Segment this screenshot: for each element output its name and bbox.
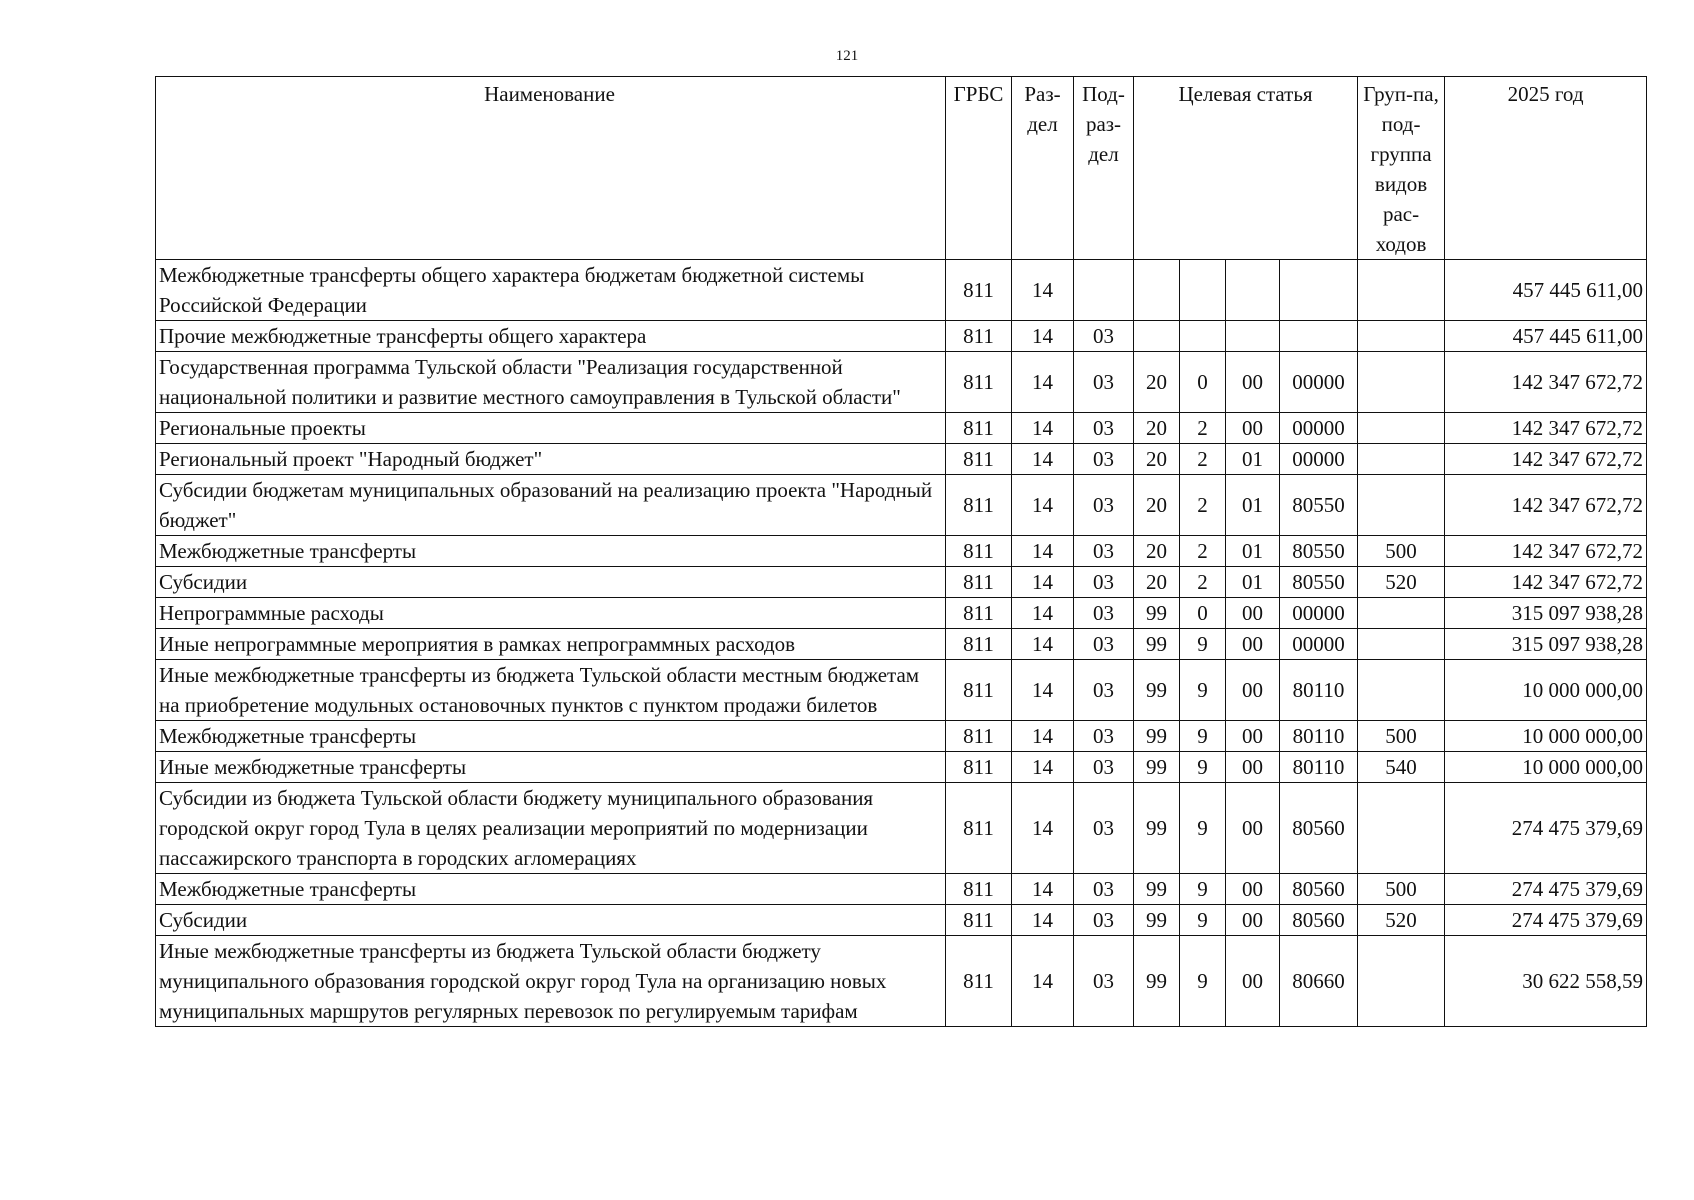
cell-razdel: 14 xyxy=(1012,260,1074,321)
cell-name: Непрограммные расходы xyxy=(156,598,946,629)
cell-amount: 142 347 672,72 xyxy=(1445,444,1647,475)
cell-target-event: 01 xyxy=(1226,475,1280,536)
cell-podrazdel: 03 xyxy=(1074,874,1134,905)
cell-target-event xyxy=(1226,260,1280,321)
cell-razdel: 14 xyxy=(1012,905,1074,936)
cell-target-event: 00 xyxy=(1226,874,1280,905)
cell-grbs: 811 xyxy=(946,905,1012,936)
cell-target-program xyxy=(1134,260,1180,321)
table-row xyxy=(156,475,1647,536)
cell-grbs: 811 xyxy=(946,444,1012,475)
cell-grbs: 811 xyxy=(946,752,1012,783)
cell-expense-group: 520 xyxy=(1358,567,1445,598)
header-group: Груп-па, под-группа видов рас-ходов xyxy=(1358,77,1445,260)
cell-razdel: 14 xyxy=(1012,598,1074,629)
cell-razdel: 14 xyxy=(1012,752,1074,783)
cell-name: Межбюджетные трансферты общего характера бюджетам бюджетной системы Российской Федерации xyxy=(156,260,946,321)
cell-name: Иные межбюджетные трансферты из бюджета Тульской области бюджету муниципального образования городской округ город Тула на организацию новых муниципальных маршрутов регулярных перевозок по регулируемым тарифам xyxy=(156,936,946,1027)
cell-amount: 274 475 379,69 xyxy=(1445,783,1647,874)
cell-name: Межбюджетные трансферты xyxy=(156,721,946,752)
cell-target-program: 99 xyxy=(1134,905,1180,936)
cell-expense-group xyxy=(1358,260,1445,321)
cell-expense-group xyxy=(1358,660,1445,721)
header-year: 2025 год xyxy=(1445,77,1647,260)
cell-target-direction: 00000 xyxy=(1280,598,1358,629)
cell-razdel: 14 xyxy=(1012,444,1074,475)
cell-target-subprogram: 2 xyxy=(1180,444,1226,475)
table-row xyxy=(156,721,1647,752)
cell-target-direction: 80550 xyxy=(1280,567,1358,598)
cell-target-subprogram: 2 xyxy=(1180,413,1226,444)
cell-target-direction: 80660 xyxy=(1280,936,1358,1027)
cell-target-direction: 80560 xyxy=(1280,783,1358,874)
cell-razdel: 14 xyxy=(1012,660,1074,721)
cell-name: Иные межбюджетные трансферты xyxy=(156,752,946,783)
cell-target-subprogram: 9 xyxy=(1180,936,1226,1027)
cell-name: Субсидии бюджетам муниципальных образований на реализацию проекта "Народный бюджет" xyxy=(156,475,946,536)
cell-target-subprogram: 9 xyxy=(1180,629,1226,660)
cell-target-event: 00 xyxy=(1226,413,1280,444)
cell-razdel: 14 xyxy=(1012,413,1074,444)
cell-target-program xyxy=(1134,321,1180,352)
cell-target-event: 00 xyxy=(1226,598,1280,629)
cell-amount: 315 097 938,28 xyxy=(1445,598,1647,629)
cell-expense-group: 500 xyxy=(1358,874,1445,905)
table-row xyxy=(156,321,1647,352)
cell-target-subprogram: 9 xyxy=(1180,874,1226,905)
cell-razdel: 14 xyxy=(1012,352,1074,413)
cell-amount: 10 000 000,00 xyxy=(1445,721,1647,752)
cell-name: Государственная программа Тульской области "Реализация государственной национальной политики и развитие местного самоуправления в Тульской области" xyxy=(156,352,946,413)
cell-target-program: 20 xyxy=(1134,352,1180,413)
table-row xyxy=(156,413,1647,444)
cell-target-event: 01 xyxy=(1226,536,1280,567)
cell-grbs: 811 xyxy=(946,629,1012,660)
cell-target-direction: 00000 xyxy=(1280,413,1358,444)
cell-name: Межбюджетные трансферты xyxy=(156,536,946,567)
cell-target-event: 00 xyxy=(1226,752,1280,783)
cell-target-program: 99 xyxy=(1134,783,1180,874)
cell-podrazdel: 03 xyxy=(1074,321,1134,352)
cell-expense-group: 520 xyxy=(1358,905,1445,936)
cell-amount: 142 347 672,72 xyxy=(1445,567,1647,598)
table-row xyxy=(156,444,1647,475)
table-row xyxy=(156,629,1647,660)
cell-target-subprogram: 9 xyxy=(1180,660,1226,721)
cell-target-direction: 00000 xyxy=(1280,352,1358,413)
cell-amount: 10 000 000,00 xyxy=(1445,660,1647,721)
cell-grbs: 811 xyxy=(946,413,1012,444)
cell-target-direction: 80110 xyxy=(1280,752,1358,783)
cell-expense-group xyxy=(1358,444,1445,475)
cell-expense-group: 540 xyxy=(1358,752,1445,783)
cell-podrazdel: 03 xyxy=(1074,660,1134,721)
cell-target-direction: 00000 xyxy=(1280,444,1358,475)
cell-target-subprogram: 2 xyxy=(1180,475,1226,536)
table-row xyxy=(156,598,1647,629)
header-name: Наименование xyxy=(156,77,946,260)
cell-name: Иные непрограммные мероприятия в рамках непрограммных расходов xyxy=(156,629,946,660)
cell-name: Региональные проекты xyxy=(156,413,946,444)
cell-target-subprogram xyxy=(1180,321,1226,352)
cell-target-subprogram: 2 xyxy=(1180,567,1226,598)
cell-name: Субсидии из бюджета Тульской области бюджету муниципального образования городской округ город Тула в целях реализации мероприятий по модернизации пассажирского транспорта в городских агломерациях xyxy=(156,783,946,874)
cell-target-subprogram: 0 xyxy=(1180,598,1226,629)
table-row xyxy=(156,352,1647,413)
cell-podrazdel: 03 xyxy=(1074,352,1134,413)
cell-podrazdel xyxy=(1074,260,1134,321)
table-row xyxy=(156,536,1647,567)
header-target: Целевая статья xyxy=(1134,77,1358,260)
header-razdel: Раз-дел xyxy=(1012,77,1074,260)
cell-target-event: 00 xyxy=(1226,352,1280,413)
cell-podrazdel: 03 xyxy=(1074,629,1134,660)
cell-target-direction: 80560 xyxy=(1280,905,1358,936)
cell-expense-group xyxy=(1358,321,1445,352)
cell-podrazdel: 03 xyxy=(1074,536,1134,567)
cell-podrazdel: 03 xyxy=(1074,783,1134,874)
cell-amount: 457 445 611,00 xyxy=(1445,260,1647,321)
cell-name: Региональный проект "Народный бюджет" xyxy=(156,444,946,475)
cell-name: Иные межбюджетные трансферты из бюджета Тульской области местным бюджетам на приобретение модульных остановочных пунктов с пунктом продажи билетов xyxy=(156,660,946,721)
cell-grbs: 811 xyxy=(946,352,1012,413)
table-row xyxy=(156,905,1647,936)
cell-target-program: 20 xyxy=(1134,444,1180,475)
cell-amount: 142 347 672,72 xyxy=(1445,475,1647,536)
cell-razdel: 14 xyxy=(1012,475,1074,536)
cell-expense-group xyxy=(1358,413,1445,444)
table-row xyxy=(156,936,1647,1027)
cell-target-direction: 80110 xyxy=(1280,660,1358,721)
cell-amount: 142 347 672,72 xyxy=(1445,413,1647,444)
cell-razdel: 14 xyxy=(1012,536,1074,567)
cell-grbs: 811 xyxy=(946,874,1012,905)
cell-podrazdel: 03 xyxy=(1074,567,1134,598)
cell-target-event xyxy=(1226,321,1280,352)
cell-expense-group xyxy=(1358,598,1445,629)
cell-amount: 142 347 672,72 xyxy=(1445,352,1647,413)
cell-target-event: 00 xyxy=(1226,783,1280,874)
cell-podrazdel: 03 xyxy=(1074,598,1134,629)
table-row xyxy=(156,783,1647,874)
table-row xyxy=(156,567,1647,598)
table-row xyxy=(156,260,1647,321)
cell-grbs: 811 xyxy=(946,936,1012,1027)
cell-expense-group: 500 xyxy=(1358,536,1445,567)
cell-razdel: 14 xyxy=(1012,321,1074,352)
cell-target-program: 99 xyxy=(1134,752,1180,783)
cell-target-subprogram: 9 xyxy=(1180,905,1226,936)
cell-target-event: 00 xyxy=(1226,905,1280,936)
cell-podrazdel: 03 xyxy=(1074,413,1134,444)
cell-target-subprogram: 9 xyxy=(1180,752,1226,783)
cell-podrazdel: 03 xyxy=(1074,752,1134,783)
cell-target-event: 00 xyxy=(1226,936,1280,1027)
cell-target-subprogram xyxy=(1180,260,1226,321)
cell-target-subprogram: 9 xyxy=(1180,721,1226,752)
page-number: 121 xyxy=(835,48,859,64)
cell-name: Субсидии xyxy=(156,905,946,936)
cell-razdel: 14 xyxy=(1012,567,1074,598)
header-grbs: ГРБС xyxy=(946,77,1012,260)
cell-target-event: 00 xyxy=(1226,629,1280,660)
cell-target-direction: 80550 xyxy=(1280,536,1358,567)
cell-target-program: 99 xyxy=(1134,874,1180,905)
cell-grbs: 811 xyxy=(946,567,1012,598)
cell-razdel: 14 xyxy=(1012,936,1074,1027)
cell-amount: 30 622 558,59 xyxy=(1445,936,1647,1027)
cell-target-program: 20 xyxy=(1134,475,1180,536)
cell-target-subprogram: 2 xyxy=(1180,536,1226,567)
cell-target-direction: 80560 xyxy=(1280,874,1358,905)
cell-target-event: 01 xyxy=(1226,567,1280,598)
cell-target-program: 99 xyxy=(1134,721,1180,752)
cell-podrazdel: 03 xyxy=(1074,936,1134,1027)
cell-razdel: 14 xyxy=(1012,721,1074,752)
table-row xyxy=(156,874,1647,905)
cell-name: Межбюджетные трансферты xyxy=(156,874,946,905)
cell-expense-group xyxy=(1358,352,1445,413)
cell-amount: 274 475 379,69 xyxy=(1445,905,1647,936)
cell-target-program: 99 xyxy=(1134,936,1180,1027)
cell-amount: 274 475 379,69 xyxy=(1445,874,1647,905)
cell-amount: 10 000 000,00 xyxy=(1445,752,1647,783)
cell-grbs: 811 xyxy=(946,721,1012,752)
cell-target-event: 01 xyxy=(1226,444,1280,475)
cell-target-direction xyxy=(1280,260,1358,321)
cell-target-direction xyxy=(1280,321,1358,352)
cell-target-subprogram: 0 xyxy=(1180,352,1226,413)
cell-target-direction: 80110 xyxy=(1280,721,1358,752)
cell-name: Прочие межбюджетные трансферты общего характера xyxy=(156,321,946,352)
cell-target-program: 20 xyxy=(1134,567,1180,598)
cell-razdel: 14 xyxy=(1012,783,1074,874)
cell-target-subprogram: 9 xyxy=(1180,783,1226,874)
table-row xyxy=(156,752,1647,783)
cell-target-event: 00 xyxy=(1226,660,1280,721)
cell-target-program: 99 xyxy=(1134,629,1180,660)
table-body xyxy=(156,260,1647,1027)
cell-razdel: 14 xyxy=(1012,874,1074,905)
cell-razdel: 14 xyxy=(1012,629,1074,660)
cell-expense-group: 500 xyxy=(1358,721,1445,752)
cell-target-program: 20 xyxy=(1134,413,1180,444)
cell-grbs: 811 xyxy=(946,321,1012,352)
cell-podrazdel: 03 xyxy=(1074,444,1134,475)
table-row xyxy=(156,660,1647,721)
cell-grbs: 811 xyxy=(946,660,1012,721)
cell-expense-group xyxy=(1358,475,1445,536)
cell-podrazdel: 03 xyxy=(1074,475,1134,536)
cell-podrazdel: 03 xyxy=(1074,905,1134,936)
cell-target-program: 99 xyxy=(1134,598,1180,629)
cell-target-program: 99 xyxy=(1134,660,1180,721)
cell-grbs: 811 xyxy=(946,783,1012,874)
cell-grbs: 811 xyxy=(946,260,1012,321)
cell-grbs: 811 xyxy=(946,536,1012,567)
cell-grbs: 811 xyxy=(946,598,1012,629)
cell-amount: 457 445 611,00 xyxy=(1445,321,1647,352)
cell-amount: 142 347 672,72 xyxy=(1445,536,1647,567)
table-header-row xyxy=(156,77,1647,260)
cell-podrazdel: 03 xyxy=(1074,721,1134,752)
cell-target-event: 00 xyxy=(1226,721,1280,752)
cell-amount: 315 097 938,28 xyxy=(1445,629,1647,660)
cell-name: Субсидии xyxy=(156,567,946,598)
cell-expense-group xyxy=(1358,629,1445,660)
cell-target-direction: 80550 xyxy=(1280,475,1358,536)
cell-expense-group xyxy=(1358,783,1445,874)
cell-target-program: 20 xyxy=(1134,536,1180,567)
cell-grbs: 811 xyxy=(946,475,1012,536)
cell-target-direction: 00000 xyxy=(1280,629,1358,660)
cell-expense-group xyxy=(1358,936,1445,1027)
budget-table xyxy=(155,76,1647,1027)
header-podrazdel: Под-раз-дел xyxy=(1074,77,1134,260)
